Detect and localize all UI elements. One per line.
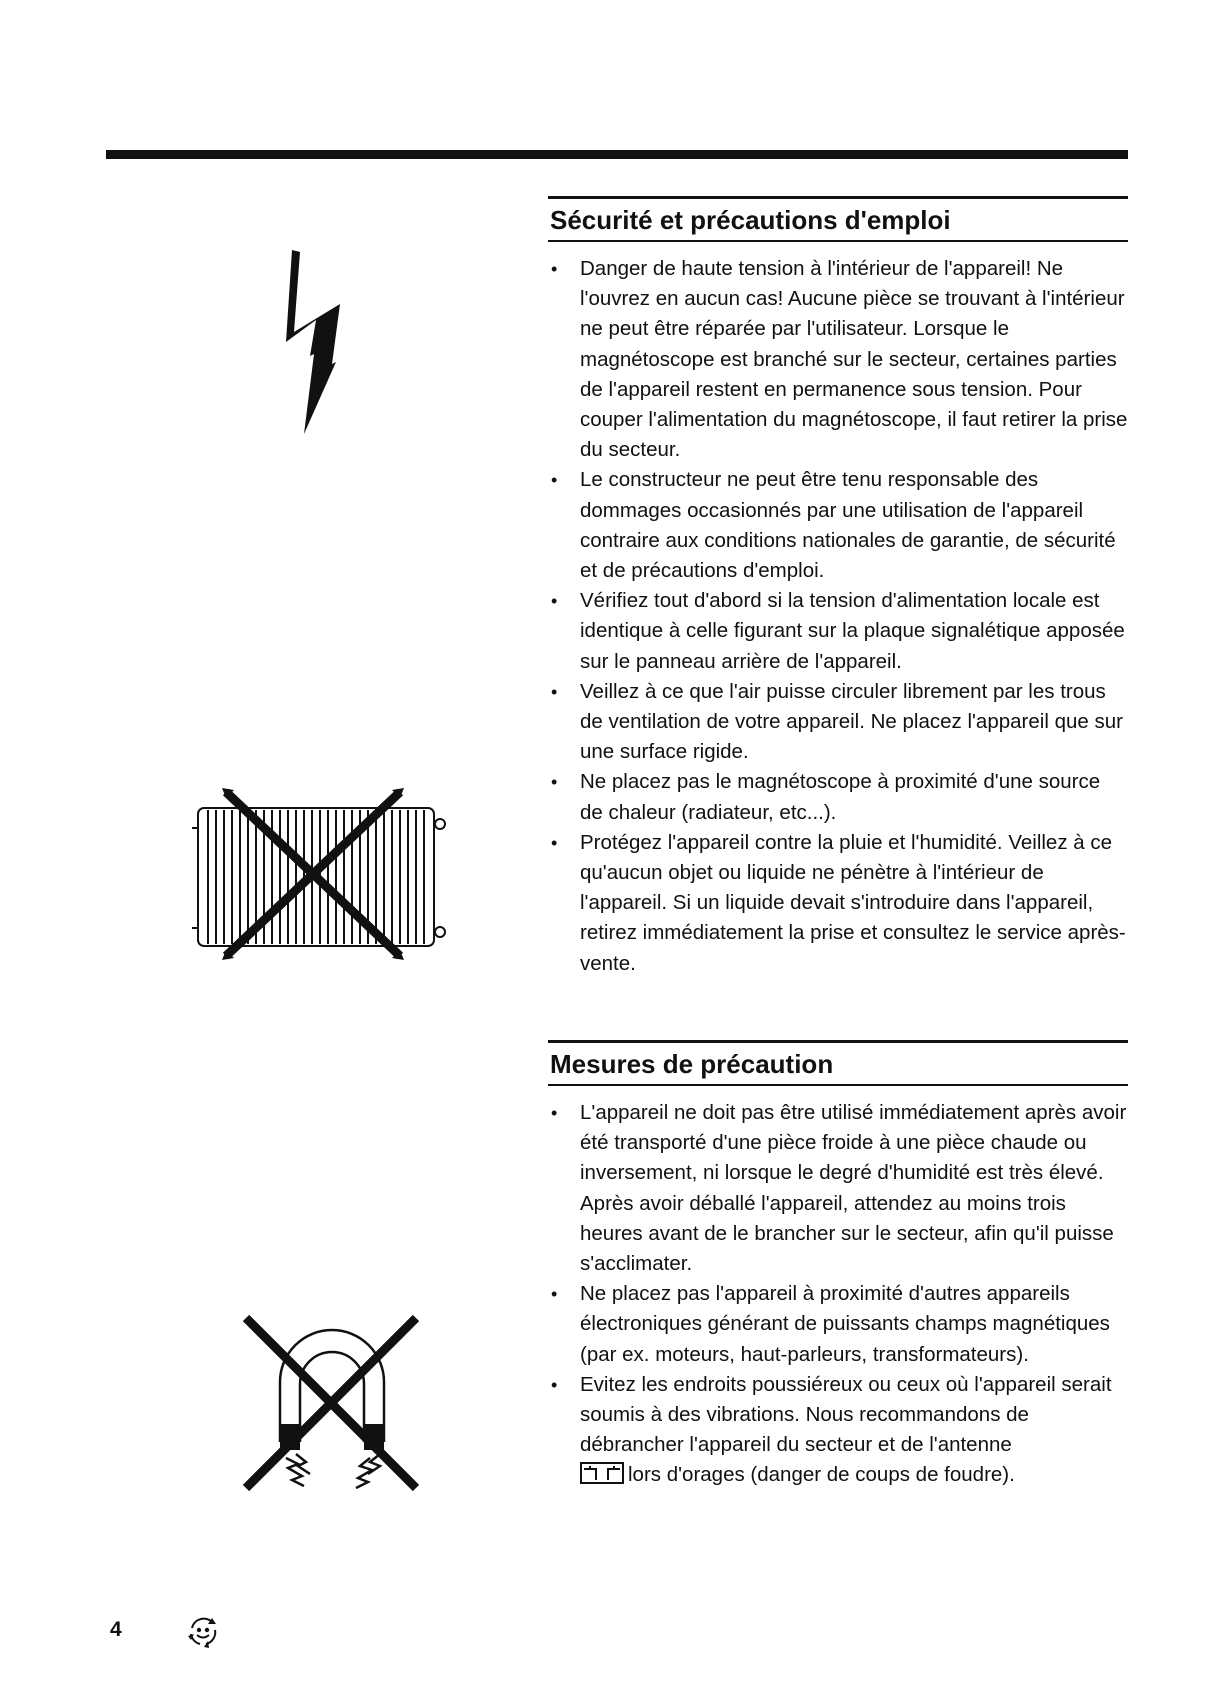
list-item-text: • L'appareil ne doit pas être utilisé immédiatement après avoir été transporté d'une pièce froide à une pièce chaude ou inversement, ni lorsque le degré d'humidité est très élevé. bbox=[580, 1101, 1127, 1185]
list-item bbox=[548, 1279, 1128, 1370]
section-rule bbox=[548, 240, 1128, 242]
bullet-list bbox=[548, 254, 1128, 979]
list-item-text: Evitez les endroits poussiéreux ou ceux où l'appareil serait soumis à des vibrations. Nous recommandons de débrancher l'appareil du secteur et de l'antenne bbox=[580, 1372, 1112, 1457]
list-item bbox=[548, 254, 1128, 465]
list-item bbox=[548, 1370, 1128, 1491]
list-item bbox=[548, 828, 1128, 979]
section-precautions bbox=[548, 1040, 1128, 1491]
section-title: Mesures de précaution bbox=[550, 1049, 834, 1079]
list-item bbox=[548, 586, 1128, 677]
section-safety bbox=[548, 196, 1128, 979]
list-item-text: • Protégez l'appareil contre la pluie et l'humidité. Veillez à ce qu'aucun objet ou liquide ne pénètre à l'intérieur de l'appareil. Si un liquide devait s'introduire dans l'appareil, retirez immédiatement la prise et consultez le service après-vente. bbox=[580, 830, 1126, 975]
lightning-bolt-icon bbox=[280, 244, 360, 440]
list-item-text: lors d'orages (danger de coups de foudre). bbox=[628, 1463, 1015, 1487]
crossed-magnet-icon bbox=[240, 1312, 424, 1494]
list-item-text: • Le constructeur ne peut être tenu responsable des dommages occasionnés par une utilisation de l'appareil contraire aux conditions nationales de garantie, de sécurité et de précautions d'emploi. bbox=[580, 468, 1116, 583]
list-item-text: • Danger de haute tension à l'intérieur de l'appareil! Ne l'ouvrez en aucun cas! Aucune pièce se trouvant à l'intérieur ne peut être réparée par l'utilisateur. Lorsque le magnétoscope est branché sur le secteur, certaines parties de l'appareil restent en permanence sous tension. Pour couper l'alimentation du magnétoscope, il faut retirer la prise du secteur. bbox=[580, 257, 1128, 462]
list-item-text: • Veillez à ce que l'air puisse circuler librement par les trous de ventilation de votre appareil. Ne placez l'appareil que sur une surface rigide. bbox=[580, 679, 1123, 764]
list-item bbox=[548, 1098, 1128, 1279]
list-item-text: Après avoir déballé l'appareil, attendez au moins trois heures avant de le brancher sur le secteur, afin qu'il puisse s'acclimater. bbox=[580, 1191, 1114, 1276]
list-item bbox=[548, 677, 1128, 768]
list-item-text: • Vérifiez tout d'abord si la tension d'alimentation locale est identique à celle figurant sur la plaque signalétique apposée sur le panneau arrière de l'appareil. bbox=[580, 589, 1125, 673]
list-item-text: • Ne placez pas l'appareil à proximité d'autres appareils électroniques générant de puissants champs magnétiques (par ex. moteurs, haut-parleurs, transformateurs). bbox=[580, 1282, 1110, 1366]
section-rule bbox=[548, 196, 1128, 199]
section-rule bbox=[548, 1040, 1128, 1043]
list-item bbox=[548, 767, 1128, 827]
top-rule bbox=[106, 150, 1128, 159]
recycle-face-icon bbox=[186, 1614, 220, 1648]
list-item-text: • Ne placez pas le magnétoscope à proximité d'une source de chaleur (radiateur, etc...). bbox=[580, 770, 1101, 824]
section-title: Sécurité et précautions d'emploi bbox=[550, 205, 951, 235]
antenna-icon bbox=[580, 1462, 624, 1484]
section-rule bbox=[548, 1084, 1128, 1086]
page-number: 4 bbox=[110, 1618, 122, 1641]
bullet-list bbox=[548, 1098, 1128, 1491]
crossed-radiator-icon bbox=[188, 788, 456, 960]
list-item bbox=[548, 465, 1128, 586]
